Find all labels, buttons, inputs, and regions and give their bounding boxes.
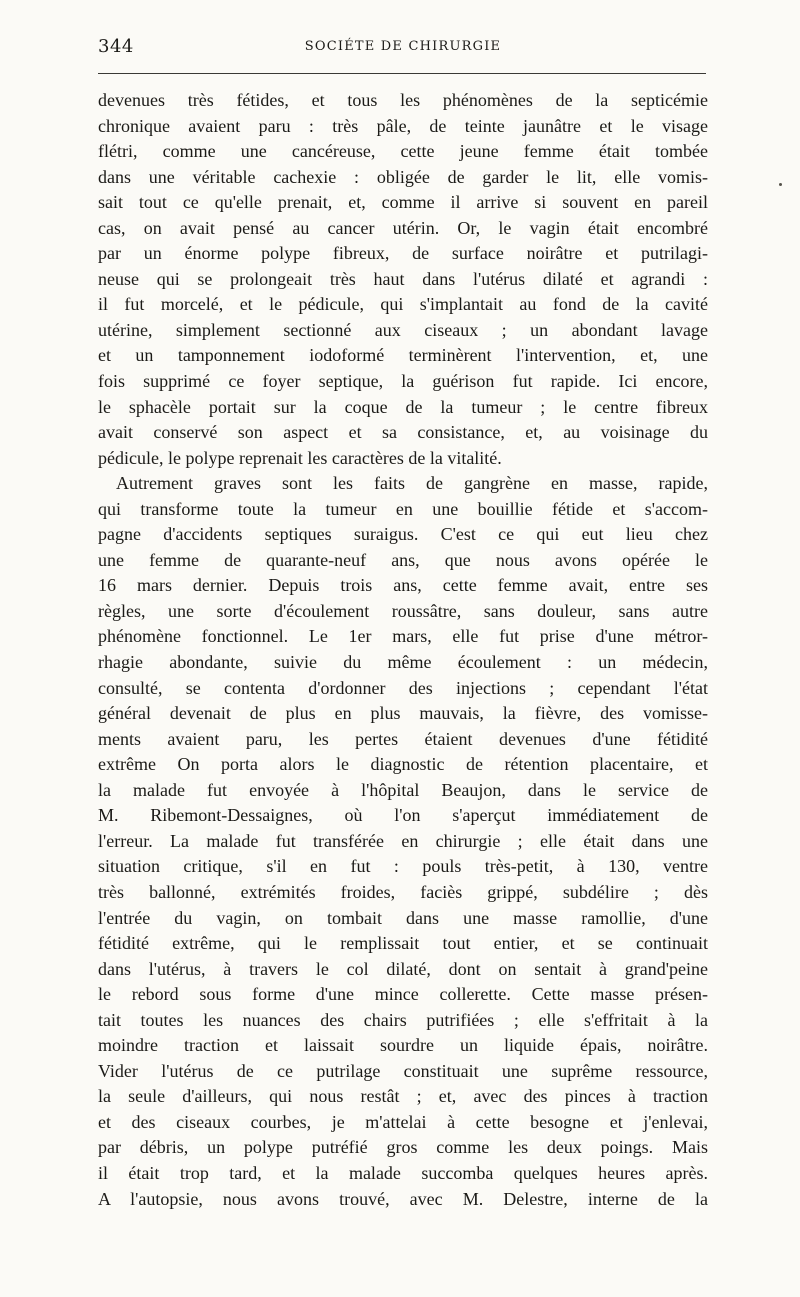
text-line: qui transforme toute la tumeur en une bouillie fétide et s'accom- bbox=[98, 498, 708, 519]
text-line: et un tamponnement iodoformé terminèrent l'intervention, et, une bbox=[98, 345, 708, 366]
text-line: une femme de quarante-neuf ans, que nous avons opérée le bbox=[98, 549, 708, 570]
text-line: général devenait de plus en plus mauvais, la fièvre, des vomisse- bbox=[98, 703, 708, 724]
text-line: phénomène fonctionnel. Le 1er mars, elle fut prise d'une métror- bbox=[98, 626, 708, 647]
text-line: utérine, simplement sectionné aux ciseaux ; un abondant lavage bbox=[98, 319, 708, 340]
text-line: rhagie abondante, suivie du même écoulement : un médecin, bbox=[98, 652, 708, 673]
text-line: et des ciseaux courbes, je m'attelai à cette besogne et j'enlevai, bbox=[98, 1111, 708, 1132]
text-line: l'entrée du vagin, on tombait dans une masse ramollie, d'une bbox=[98, 907, 708, 928]
text-line: pédicule, le polype reprenait les caractères de la vitalité. bbox=[98, 447, 502, 468]
text-line: fois supprimé ce foyer septique, la guérison fut rapide. Ici encore, bbox=[98, 371, 708, 392]
text-line: par débris, un polype putréfié gros comme les deux poings. Mais bbox=[98, 1137, 708, 1158]
text-line: la malade fut envoyée à l'hôpital Beaujon, dans le service de bbox=[98, 779, 708, 800]
page-number: 344 bbox=[98, 36, 134, 57]
text-line: pagne d'accidents septiques suraigus. C'est ce qui eut lieu chez bbox=[98, 524, 708, 545]
text-line: avait conservé son aspect et sa consistance, et, au voisinage du bbox=[98, 422, 708, 443]
text-line: règles, une sorte d'écoulement roussâtre, sans douleur, sans autre bbox=[98, 600, 708, 621]
text-line: il fut morcelé, et le pédicule, qui s'implantait au fond de la cavité bbox=[98, 294, 708, 315]
text-line: sait tout ce qu'elle prenait, et, comme il arrive si souvent en pareil bbox=[98, 192, 708, 213]
text-line: cas, on avait pensé au cancer utérin. Or, le vagin était encombré bbox=[98, 217, 708, 238]
text-line: situation critique, s'il en fut : pouls très-petit, à 130, ventre bbox=[98, 856, 708, 877]
text-line: l'erreur. La malade fut transférée en chirurgie ; elle était dans une bbox=[98, 830, 708, 851]
ink-speck bbox=[779, 183, 782, 186]
text-line: consulté, se contenta d'ordonner des injections ; cependant l'état bbox=[98, 677, 708, 698]
text-line: ments avaient paru, les pertes étaient devenues d'une fétidité bbox=[98, 728, 708, 749]
text-line: devenues très fétides, et tous les phénomènes de la septicémie bbox=[98, 90, 708, 110]
text-line: M. Ribemont-Dessaignes, où l'on s'aperçut immédiatement de bbox=[98, 805, 708, 826]
text-line: par un énorme polype fibreux, de surface noirâtre et putrilagi- bbox=[98, 243, 708, 264]
text-line: neuse qui se prolongeait très haut dans l'utérus dilaté et agrandi : bbox=[98, 268, 708, 289]
text-line: extrême On porta alors le diagnostic de rétention placentaire, et bbox=[98, 754, 708, 775]
text-line: tait toutes les nuances des chairs putrifiées ; elle s'effritait à la bbox=[98, 1009, 708, 1030]
text-line: A l'autopsie, nous avons trouvé, avec M. Delestre, interne de la bbox=[98, 1188, 708, 1209]
text-line: très ballonné, extrémités froides, faciès grippé, subdélire ; dès bbox=[98, 881, 708, 902]
text-line: Vider l'utérus de ce putrilage constituait une suprême ressource, bbox=[98, 1060, 708, 1081]
text-line: le rebord sous forme d'une mince collerette. Cette masse présen- bbox=[98, 984, 708, 1005]
page-header bbox=[98, 36, 708, 58]
text-line: le sphacèle portait sur la coque de la tumeur ; le centre fibreux bbox=[98, 396, 708, 417]
text-line: dans l'utérus, à travers le col dilaté, dont on sentait à grand'peine bbox=[98, 958, 708, 979]
text-line: 16 mars dernier. Depuis trois ans, cette femme avait, entre ses bbox=[98, 575, 708, 596]
text-line: chronique avaient paru : très pâle, de teinte jaunâtre et le visage bbox=[98, 115, 708, 136]
text-line: fétidité extrême, qui le remplissait tout entier, et se continuait bbox=[98, 933, 708, 954]
text-line: la seule d'ailleurs, qui nous restât ; et, avec des pinces à traction bbox=[98, 1086, 708, 1107]
header-rule bbox=[98, 73, 706, 74]
text-line: moindre traction et laissait sourdre un liquide épais, noirâtre. bbox=[98, 1035, 708, 1056]
text-line: dans une véritable cachexie : obligée de garder le lit, elle vomis- bbox=[98, 166, 708, 187]
body-text bbox=[98, 88, 708, 1212]
text-line: flétri, comme une cancéreuse, cette jeune femme était tombée bbox=[98, 141, 708, 162]
text-line: Autrement graves sont les faits de gangrène en masse, rapide, bbox=[116, 473, 708, 494]
running-head: SOCIÉTE DE CHIRURGIE bbox=[304, 39, 502, 54]
text-line: il était trop tard, et la malade succomba quelques heures après. bbox=[98, 1162, 708, 1183]
